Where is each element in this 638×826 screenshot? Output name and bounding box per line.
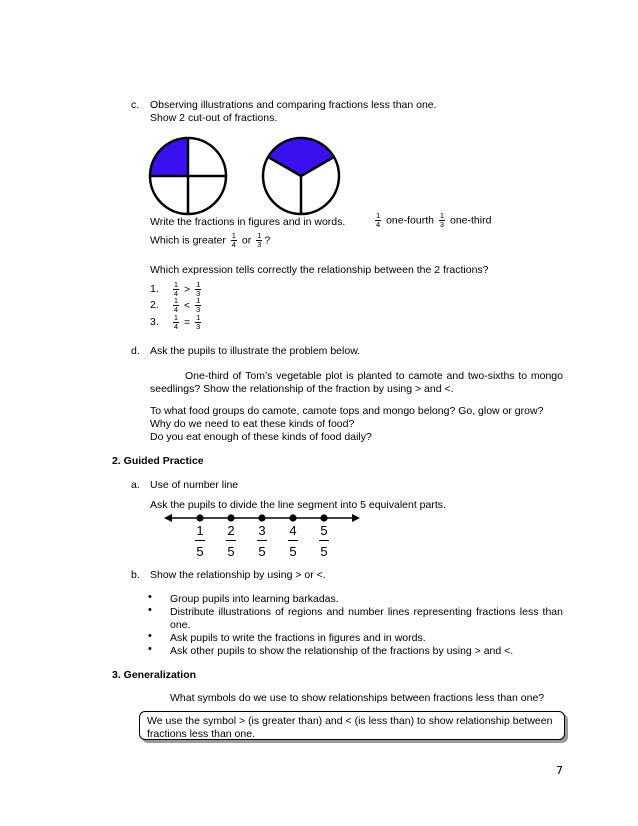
fifth-label-1: 1 5 <box>196 523 204 559</box>
generalization-answer-box <box>139 711 565 740</box>
word: to <box>395 370 405 382</box>
word: regions <box>287 606 323 618</box>
word: camote <box>408 370 443 382</box>
word: vegetable <box>276 370 322 382</box>
option-2: 2. $\frac{1}{4}$ < $\frac{1}{3}$ <box>150 296 201 314</box>
bullet-item-2-line2: one. <box>170 619 191 631</box>
word: fractions <box>475 606 516 618</box>
right-arrow-icon <box>352 514 360 522</box>
option-3: 3. $\frac{1}{4}$ = $\frac{1}{3}$ <box>150 313 201 331</box>
write-fractions-prompt: Write the fractions in figures and in words. <box>150 216 346 228</box>
section-c-line1: Observing illustrations and comparing fractions less than one. <box>150 99 437 111</box>
word: mongo <box>530 370 563 382</box>
word-one-fourth: one-fourth <box>386 214 434 227</box>
fractions-in-words <box>373 212 491 229</box>
word: plot <box>325 370 343 382</box>
relationship-instruction: Show the relationship by using > or <. <box>150 569 326 581</box>
fifth-label-2: 2 5 <box>227 523 235 559</box>
fifth-label-4: 4 5 <box>289 523 297 559</box>
word: of <box>275 606 284 618</box>
expression-question: Which expression tells correctly the relationship between the 2 fractions? <box>150 264 489 276</box>
quarter-circle-figure <box>148 136 228 216</box>
item-label-c: c. <box>131 99 140 111</box>
word: and <box>326 606 345 618</box>
word: planted <box>357 370 392 382</box>
word: than <box>542 606 563 618</box>
number-line-instruction: Ask the pupils to divide the line segment into 5 equivalent parts. <box>150 499 446 511</box>
word: illustrations <box>218 606 271 618</box>
section-d-intro: Ask the pupils to illustrate the problem below. <box>150 345 361 357</box>
word: of <box>232 370 242 382</box>
tick-point-1 <box>196 514 203 521</box>
fraction-one-third: $\frac{1}{3}$ <box>439 211 445 229</box>
guided-practice-heading: 2. Guided Practice <box>112 455 204 467</box>
answer-line-2: fractions less than one. <box>147 728 255 740</box>
bullet-marker: • <box>148 591 152 603</box>
word: One-third <box>185 370 229 382</box>
word: less <box>519 606 539 618</box>
generalization-heading: 3. Generalization <box>112 669 197 681</box>
fraction-one-fourth: $\frac{1}{4}$ <box>376 211 381 229</box>
answer-line-1: We use the symbol > (is greater than) and < (is less than) to show relationship between <box>147 715 553 727</box>
food-question-2: Why do we need to eat these kinds of food? <box>150 418 355 430</box>
which-is-greater-question: Which is greater $\frac{1}{4}$ or $\frac{1}{3}$ ? <box>150 231 271 249</box>
word: lines <box>387 606 410 618</box>
tick-point-2 <box>227 514 234 521</box>
third-circle-figure <box>261 136 341 216</box>
bullet-item-4: Ask other pupils to show the relationship of the fractions by using > and <. <box>170 645 514 657</box>
word: and <box>446 370 465 382</box>
shaded-third <box>268 138 334 176</box>
bullet-marker: • <box>148 643 152 655</box>
word-problem-line2: seedlings? Show the relationship of the fraction by using > and <. <box>150 383 454 395</box>
generalization-question: What symbols do we use to show relationships between fractions less than one? <box>170 692 545 704</box>
bullet-marker: • <box>148 630 152 642</box>
word-problem-line1 <box>185 370 563 382</box>
item-label-d: d. <box>131 345 140 357</box>
bullet-marker: • <box>148 604 152 616</box>
word-one-third: one-third <box>449 214 492 227</box>
bullet-item-1: Group pupils into learning barkadas. <box>170 593 339 605</box>
page-number: 7 <box>556 764 563 777</box>
option-1: 1. $\frac{1}{4}$ > $\frac{1}{3}$ <box>150 280 201 298</box>
tick-point-4 <box>289 514 296 521</box>
bullet-item-3: Ask pupils to write the fractions in figures and in words. <box>170 632 426 644</box>
tick-point-3 <box>258 514 265 521</box>
word: is <box>346 370 354 382</box>
item-label-a: a. <box>131 479 140 491</box>
fifth-label-5: 5 5 <box>320 523 328 559</box>
word: to <box>518 370 528 382</box>
number-line-title: Use of number line <box>150 479 239 491</box>
fifth-label-3: 3 5 <box>258 523 266 559</box>
word: two-sixths <box>467 370 515 382</box>
word: Tom’s <box>245 370 273 382</box>
item-label-b: b. <box>131 569 140 581</box>
food-question-1: To what food groups do camote, camote tops and mongo belong? Go, glow or grow? <box>150 405 544 417</box>
left-arrow-icon <box>164 514 172 522</box>
food-question-3: Do you eat enough of these kinds of food daily? <box>150 431 372 443</box>
word: representing <box>413 606 472 618</box>
tick-point-5 <box>320 514 327 521</box>
word: Distribute <box>170 606 215 618</box>
word: number <box>348 606 384 618</box>
bullet-item-2-line1 <box>170 606 563 618</box>
section-c-line2: Show 2 cut-out of fractions. <box>150 112 278 124</box>
